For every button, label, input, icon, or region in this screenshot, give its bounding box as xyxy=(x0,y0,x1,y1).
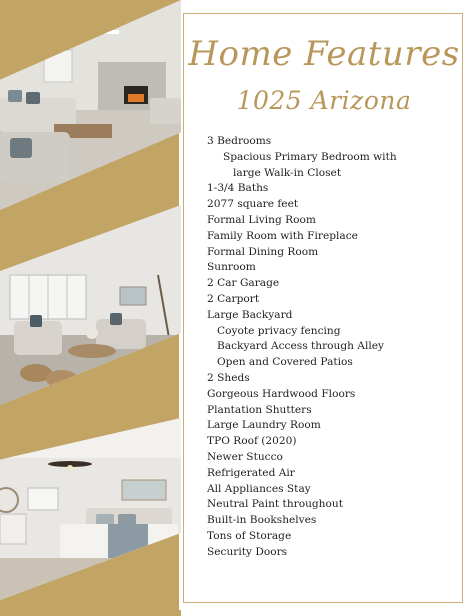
property-address: 1025 Arizona xyxy=(236,86,412,115)
feature-item: Spacious Primary Bedroom with xyxy=(223,150,397,163)
feature-item: Neutral Paint throughout xyxy=(207,498,343,511)
feature-item: 2 Sheds xyxy=(207,371,250,384)
feature-item: Backyard Access through Alley xyxy=(217,340,384,353)
feature-item: Family Room with Fireplace xyxy=(207,229,358,242)
features-list xyxy=(207,134,457,561)
feature-item: 1-3/4 Baths xyxy=(207,182,269,195)
feature-item: Coyote privacy fencing xyxy=(217,324,341,337)
feature-item: Open and Covered Patios xyxy=(217,356,353,369)
feature-item: All Appliances Stay xyxy=(207,482,311,495)
feature-item: Sunroom xyxy=(207,261,256,274)
feature-item: Newer Stucco xyxy=(207,450,283,463)
feature-item: Tons of Storage xyxy=(207,529,292,542)
feature-item: Large Backyard xyxy=(207,308,293,321)
feature-item: 2 Carport xyxy=(207,292,260,305)
feature-item: 3 Bedrooms xyxy=(207,135,272,147)
feature-item: Formal Dining Room xyxy=(207,245,319,258)
feature-item: 2 Car Garage xyxy=(207,277,280,290)
feature-item: large Walk-in Closet xyxy=(233,166,342,179)
feature-item: 2077 square feet xyxy=(207,198,299,211)
feature-item: Formal Living Room xyxy=(207,213,316,226)
feature-item: Plantation Shutters xyxy=(207,403,312,416)
page-title: Home Features xyxy=(188,34,460,74)
feature-item: TPO Roof (2020) xyxy=(207,435,297,448)
feature-item: Built-in Bookshelves xyxy=(207,514,317,527)
feature-item: Large Laundry Room xyxy=(207,419,321,432)
feature-item: Refrigerated Air xyxy=(207,466,295,479)
feature-item: Gorgeous Hardwood Floors xyxy=(207,387,356,400)
feature-item: Security Doors xyxy=(207,545,288,558)
